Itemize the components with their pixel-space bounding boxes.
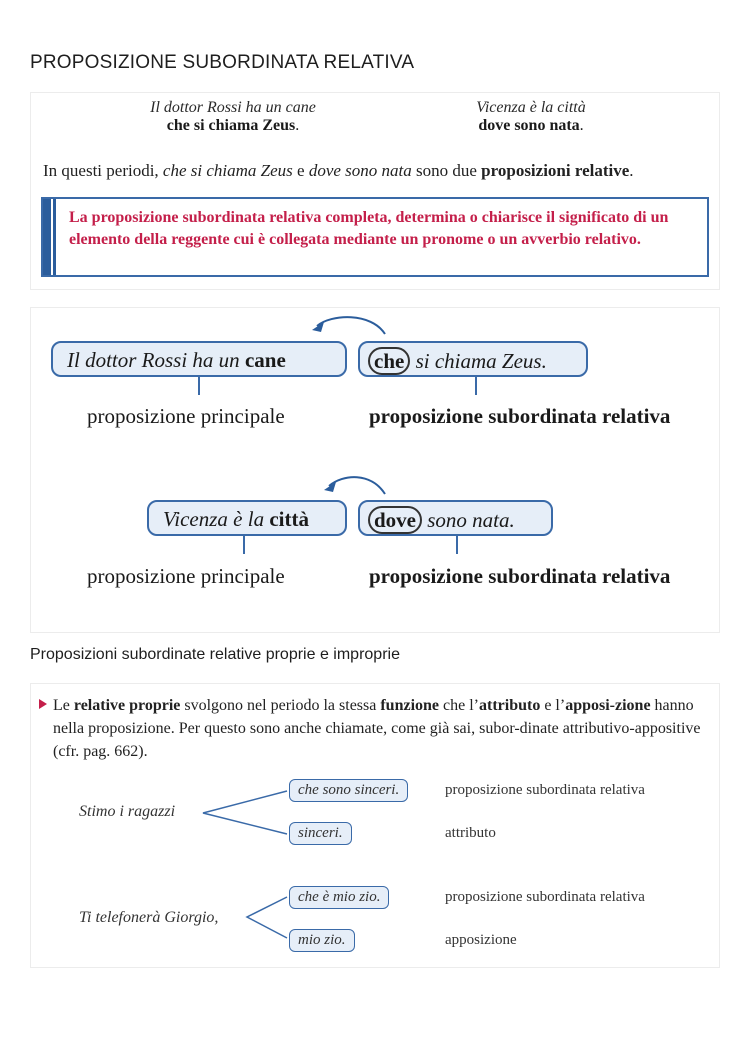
main-clause-text-2: Vicenza è la città: [163, 507, 309, 531]
label-main-1: proposizione principale: [87, 404, 285, 428]
main-clause-text-1: Il dottor Rossi ha un cane: [67, 348, 286, 372]
definition-text: La proposizione subordinata relativa completa, determina o chiarisce il significato di un elemento della reggente cui è collegata mediante un pronome o un avverbio relativo.: [69, 209, 669, 248]
definition-accent-bar: [43, 199, 51, 275]
tick-main-1: [198, 377, 200, 395]
label-main-2: proposizione principale: [87, 564, 285, 588]
diagram-panel: [30, 307, 720, 633]
intro-paragraph: In questi periodi, che si chiama Zeus e dove sono nata sono due proposizioni relative.: [43, 161, 634, 180]
relative-clause-text-2: dove sono nata.: [368, 506, 515, 534]
tick-relative-1: [475, 377, 477, 395]
branch-1: [203, 791, 287, 834]
label-relative-1: proposizione subordinata relativa: [369, 404, 671, 428]
branch-2: [247, 897, 287, 938]
page-title: PROPOSIZIONE SUBORDINATA RELATIVA: [30, 52, 415, 73]
section-subtitle: Proposizioni subordinate relative proprie e improprie: [30, 646, 400, 663]
arrow-curve-1: [317, 317, 385, 334]
relative-clause-pill-2: [358, 500, 553, 536]
relative-clause-pill-1: [358, 341, 588, 377]
main-clause-pill-2: [147, 500, 347, 536]
example-2-main: Vicenza è la città: [476, 99, 586, 116]
proprie-panel: [30, 683, 720, 968]
proprie-paragraph: Le relative proprie svolgono nel periodo la stessa funzione che l’attributo e l’apposi-zione hanno nella proposizione. Per questo sono anche chiamate, come già sai, subor-dinate attributivo-appositive (cfr. pag. 662).: [53, 697, 701, 760]
intro-panel: [30, 92, 720, 290]
example-1: [103, 99, 363, 135]
label-relative-2: proposizione subordinata relativa: [369, 564, 671, 588]
arrow-head-2: [324, 482, 336, 492]
option-attribute: sinceri.: [289, 822, 352, 845]
arrow-head-1: [312, 322, 324, 332]
example-2: [441, 99, 621, 135]
relative-clause-text-1: che si chiama Zeus.: [368, 347, 547, 375]
example-2-relative: dove sono nata.: [478, 117, 584, 134]
sentence-1: Stimo i ragazzi: [79, 803, 176, 820]
example-1-main: Il dottor Rossi ha un cane: [150, 99, 316, 116]
option-apposition: mio zio.: [289, 929, 355, 952]
sentence-2: Ti telefonerà Giorgio,: [79, 909, 219, 926]
option-relative-1: che sono sinceri.: [289, 779, 408, 802]
option-relative-label-2: proposizione subordinata relativa: [445, 889, 645, 905]
relative-adverb-circle: dove: [368, 506, 422, 534]
definition-accent-line: [53, 199, 56, 275]
option-apposition-label: apposizione: [445, 932, 517, 948]
tick-main-2: [243, 536, 245, 554]
arrow-curve-2: [329, 477, 385, 494]
definition-box: [41, 197, 709, 277]
option-relative-label-1: proposizione subordinata relativa: [445, 782, 645, 798]
main-clause-pill-1: [51, 341, 347, 377]
tick-relative-2: [456, 536, 458, 554]
option-relative-2: che è mio zio.: [289, 886, 389, 909]
relative-pronoun-circle: che: [368, 347, 410, 375]
option-attribute-label: attributo: [445, 825, 496, 841]
example-1-relative: che si chiama Zeus.: [166, 117, 300, 134]
